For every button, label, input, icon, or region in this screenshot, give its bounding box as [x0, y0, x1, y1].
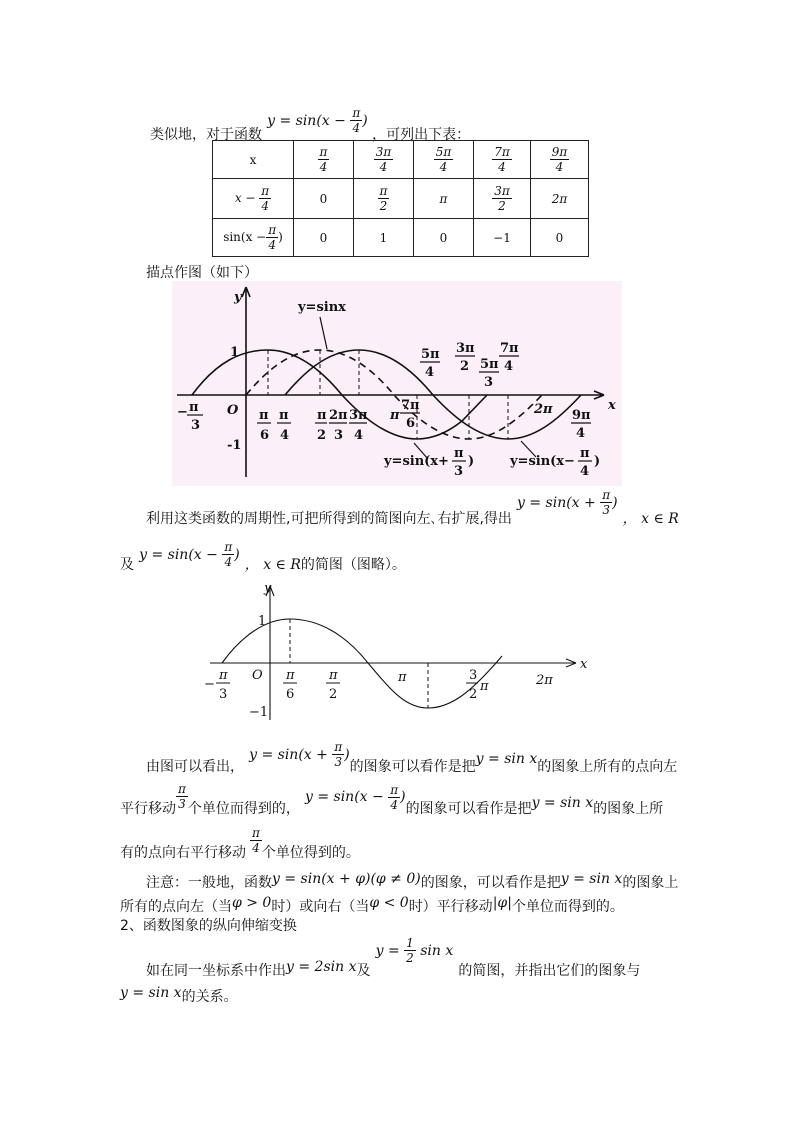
- tick-7pi-6-den: 6: [406, 416, 416, 431]
- svg-text:π: π: [329, 668, 338, 683]
- intro-line: [150, 106, 471, 143]
- tick-pi-4-den: 4: [280, 428, 290, 443]
- value-table: [212, 140, 589, 257]
- fraction: $\frac{\pi}{4}$: [352, 106, 361, 135]
- tick-neg-pi-3-sign: −: [177, 405, 188, 420]
- plot-caption: 描点作图（如下）: [146, 265, 258, 281]
- svg-text:4: 4: [580, 464, 590, 479]
- svg-text:2π: 2π: [536, 673, 553, 688]
- tick-5pi-4-den: 4: [425, 365, 435, 380]
- svg-text:2: 2: [329, 687, 338, 702]
- exercise-line1: 如在同一坐标系中作出y = 2sin x及 y = $\frac{1}{2}$ sin x 的简图，并指出它们的图象与: [146, 936, 641, 979]
- svg-text:): ): [468, 454, 475, 469]
- svg-text:): ): [594, 454, 601, 469]
- graph1-minus-one: -1: [227, 438, 242, 453]
- graph2-minus-one: −1: [249, 705, 269, 720]
- svg-text:π: π: [580, 446, 590, 461]
- tick-3pi-2-den: 2: [460, 359, 470, 374]
- table-cell: −1: [474, 219, 531, 257]
- note-line1: 注意：一般地，函数y = sin(x + φ)(φ ≠ 0)的图象，可以看作是把y = sin x的图象上: [146, 871, 679, 891]
- table-row: [213, 141, 589, 179]
- table-cell: 2π: [531, 179, 589, 219]
- table-cell: π: [414, 179, 474, 219]
- function-minus: y = sin(x − $\frac{\pi}{4}$ ): [139, 540, 240, 569]
- svg-text:π: π: [398, 670, 407, 685]
- svg-text:π: π: [454, 446, 464, 461]
- tick-9pi-4-num: 9π: [572, 408, 591, 423]
- table-cell: 1: [354, 219, 414, 257]
- svg-text:2: 2: [469, 687, 478, 702]
- graph1-origin: O: [227, 403, 239, 418]
- table-cell: $\frac{\pi}{4}$: [294, 141, 354, 179]
- tick-5pi-3-num: 5π: [480, 357, 499, 372]
- table-header-x: x: [213, 141, 294, 179]
- graph2-y-label: y: [264, 581, 272, 596]
- tick-2pi-3-den: 3: [334, 428, 344, 443]
- graph2-x-label: x: [580, 657, 588, 672]
- tick-pi-6-den: 6: [260, 428, 270, 443]
- intro-function: y = sin(x − $\frac{\pi}{4}$ ): [267, 106, 368, 135]
- tick-neg-pi-3-num: π: [189, 400, 199, 415]
- tick-5pi-3-den: 3: [484, 375, 494, 390]
- tick-3pi-4-num: 3π: [349, 408, 368, 423]
- svg-text:3: 3: [219, 687, 228, 702]
- graph2-one: 1: [258, 614, 267, 629]
- function-half-sin: y = $\frac{1}{2}$ sin x: [375, 936, 454, 965]
- intro-tail: ，可列出下表：: [372, 126, 471, 143]
- table-cell: $\frac{3\pi}{4}$: [354, 141, 414, 179]
- table-cell: 0: [294, 179, 354, 219]
- tick-9pi-4-den: 4: [576, 426, 586, 441]
- period-paragraph-line1: 利用这类函数的周期性,可把所得到的简图向左､右扩展,得出 y = sin(x + $\frac{\pi}{3}$ ) ， x ∈ R: [146, 488, 679, 527]
- label-sinx: y=sinx: [298, 300, 346, 315]
- note-line2: 所有的点向左（当φ > 0时）或向右（当φ < 0时）平行移动|φ|个单位而得到的。: [120, 895, 624, 915]
- svg-text:−: −: [204, 677, 215, 692]
- graph-three-sine-curves: [172, 281, 622, 486]
- table-cell: 0: [294, 219, 354, 257]
- svg-text:π: π: [219, 668, 228, 683]
- tick-pi-6-num: π: [259, 408, 269, 423]
- tick-7pi-4-den: 4: [504, 359, 514, 374]
- table-row: [213, 219, 589, 257]
- table-cell: 0: [414, 219, 474, 257]
- observation-line1: 由图可以看出， y = sin(x + $\frac{\pi}{3}$ )的图象可以看作是把y = sin x的图象上所有的点向左: [146, 740, 678, 775]
- label-sin-minus: y=sin(x−: [510, 454, 575, 469]
- graph1-y-label: y: [234, 290, 242, 305]
- table-cell: $\frac{\pi}{2}$: [354, 179, 414, 219]
- table-row: [213, 179, 589, 219]
- tick-2pi: 2π: [534, 402, 553, 417]
- period-paragraph-line2: 及 y = sin(x − $\frac{\pi}{4}$ ) ， x ∈ R的简图（图略）。: [120, 540, 406, 573]
- observation-line3: 有的点向右平行移动 $\frac{\pi}{4}$ 个单位得到的。: [120, 826, 360, 861]
- tick-pi-4-num: π: [279, 408, 289, 423]
- tick-pi-2-den: 2: [317, 428, 327, 443]
- svg-text:3: 3: [454, 464, 464, 479]
- label-sin-plus: y=sin(x+: [384, 454, 449, 469]
- table-cell: $\frac{5\pi}{4}$: [414, 141, 474, 179]
- table-cell: $\frac{9\pi}{4}$: [531, 141, 589, 179]
- graph1-svg: [172, 281, 622, 486]
- svg-text:π: π: [286, 668, 295, 683]
- tick-3pi-4-den: 4: [354, 428, 364, 443]
- graph2-origin: O: [252, 668, 263, 683]
- exercise-line2: y = sin x的关系。: [120, 985, 238, 1005]
- section-heading: 2、函数图象的纵向伸缩变换: [120, 918, 297, 934]
- pointer-line: [320, 317, 327, 349]
- tick-7pi-4-num: 7π: [500, 341, 519, 356]
- intro-text: 类似地，对于函数: [150, 126, 262, 143]
- tick-2pi-3-num: 2π: [329, 408, 348, 423]
- svg-text:6: 6: [286, 687, 295, 702]
- tick-5pi-4-num: 5π: [421, 347, 440, 362]
- table-cell: $\frac{7\pi}{4}$: [474, 141, 531, 179]
- graph-sin-x-plus-pi-3: [200, 578, 600, 728]
- table-cell: 0: [531, 219, 589, 257]
- function-plus: y = sin(x + $\frac{\pi}{3}$ ): [517, 488, 618, 517]
- table-header-arg: x − $\frac{\pi}{4}$: [213, 179, 294, 219]
- svg-text:3: 3: [469, 668, 478, 683]
- tick-pi-2-num: π: [317, 408, 327, 423]
- graph1-x-label: x: [608, 398, 616, 413]
- tick-neg-pi-3-den: 3: [191, 418, 201, 433]
- tick-7pi-6-num: 7π: [401, 398, 420, 413]
- graph1-one: 1: [230, 345, 240, 360]
- tick-pi: π: [390, 408, 400, 423]
- svg-text:π: π: [480, 679, 489, 694]
- observation-line2: 平行移动 $\frac{\pi}{3}$ 个单位而得到的， y = sin(x − $\frac{\pi}{4}$ )的图象可以看作是把y = sin x的图象上所: [120, 782, 664, 817]
- table-header-sin: sin(x − $\frac{\pi}{4}$ ): [213, 219, 294, 257]
- table-cell: $\frac{3\pi}{2}$: [474, 179, 531, 219]
- tick-3pi-2-num: 3π: [456, 341, 475, 356]
